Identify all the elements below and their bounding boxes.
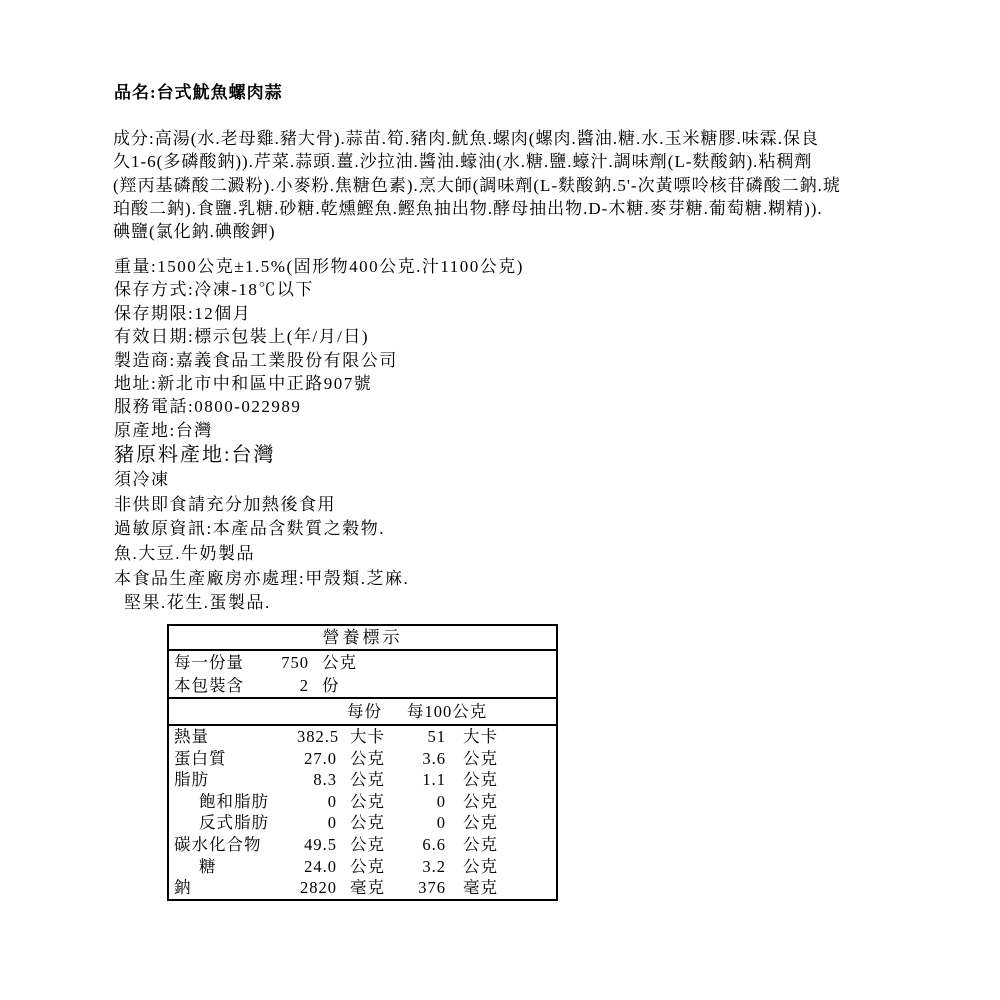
per-100g-unit: 公克 [463, 791, 498, 811]
expiry-date-line: 有效日期:標示包裝上(年/月/日) [114, 327, 369, 347]
servings-label: 本包裝含 [174, 676, 244, 695]
ingredients-paragraph [113, 127, 841, 243]
allergen-line-2: 魚.大豆.牛奶製品 [114, 543, 255, 563]
pork-origin-line: 豬原料產地:台灣 [114, 444, 276, 467]
per-serving-value: 49.5 [304, 834, 337, 854]
nutrient-name: 碳水化合物 [174, 834, 262, 854]
per-100g-value: 1.1 [422, 770, 446, 790]
servings-value: 2 [299, 676, 309, 695]
facility-line-1: 本食品生產廠房亦處理:甲殼類.芝麻. [114, 568, 410, 588]
facility-line-2: 堅果.花生.蛋製品. [124, 593, 271, 613]
per-serving-unit: 公克 [350, 856, 385, 876]
allergen-line-1: 過敏原資訊:本產品含麩質之穀物. [114, 519, 385, 539]
nutrition-row-fat [169, 769, 556, 791]
per-100g-unit: 公克 [463, 748, 498, 768]
nutrient-name: 鈉 [174, 878, 192, 898]
per-serving-unit: 公克 [350, 834, 385, 854]
per-100g-unit: 公克 [463, 770, 498, 790]
origin-line: 原產地:台灣 [114, 420, 213, 440]
nutrition-row-calories [169, 726, 556, 748]
nutrition-column-header-row [169, 697, 556, 726]
ingredients-line: (羥丙基磷酸二澱粉).小麥粉.焦糖色素).烹大師(調味劑(L-麩酸鈉.5'-次黃嘌呤核苷磷酸二鈉.琥 [113, 175, 841, 195]
per-100g-value: 51 [427, 727, 446, 746]
nutrient-name: 蛋白質 [174, 748, 227, 768]
per-serving-value: 27.0 [304, 748, 337, 768]
heating-notice-line: 非供即食請充分加熱後食用 [114, 494, 336, 514]
nutrition-row-carbohydrate [169, 834, 556, 856]
per-serving-value: 0 [327, 791, 337, 811]
servings-per-pack-row [169, 674, 556, 697]
shelf-life-line: 保存期限:12個月 [114, 303, 252, 323]
product-name: 品名:台式魷魚螺肉蒜 [114, 83, 283, 102]
per-100g-unit: 公克 [463, 813, 498, 833]
per-100g-value: 3.6 [422, 748, 446, 768]
per-serving-unit: 公克 [350, 748, 385, 768]
serving-size-unit: 公克 [322, 653, 357, 672]
per-100g-unit: 毫克 [463, 878, 498, 898]
per-100g-value: 6.6 [422, 834, 446, 854]
per-100g-unit: 公克 [463, 834, 498, 854]
keep-frozen-line: 須冷凍 [114, 470, 170, 490]
per-serving-value: 8.3 [313, 770, 337, 790]
per-100g-unit: 大卡 [463, 727, 498, 746]
address-line: 地址:新北市中和區中正路907號 [114, 373, 373, 393]
per-serving-value: 2820 [300, 878, 337, 898]
per-serving-unit: 公克 [350, 813, 385, 833]
nutrition-row-saturated-fat [169, 791, 556, 813]
product-details [114, 255, 524, 616]
serving-size-label: 每一份量 [174, 653, 244, 672]
per-100g-value: 0 [436, 813, 446, 833]
per-serving-value: 382.5 [297, 727, 340, 746]
nutrition-row-sodium [169, 877, 556, 899]
storage-method-line: 保存方式:冷凍-18℃以下 [114, 280, 314, 300]
manufacturer-line: 製造商:嘉義食品工業股份有限公司 [114, 350, 398, 370]
per-100g-unit: 公克 [463, 856, 498, 876]
per-100g-header: 每100公克 [407, 702, 488, 721]
per-serving-value: 0 [327, 813, 337, 833]
service-phone-line: 服務電話:0800-022989 [114, 397, 302, 417]
nutrient-name: 反式脂肪 [199, 813, 269, 833]
ingredients-line: 碘鹽(氯化鈉.碘酸鉀) [113, 222, 276, 242]
ingredients-line: 珀酸二鈉).食鹽.乳糖.砂糖.乾燻鰹魚.鰹魚抽出物.酵母抽出物.D-木糖.麥芽糖.葡萄糖.糊精)). [113, 198, 823, 218]
ingredients-line: 成分:高湯(水.老母雞.豬大骨).蒜苗.筍.豬肉.魷魚.螺肉(螺肉.醬油.糖.水.玉米糖膠.味霖.保良 [113, 129, 819, 148]
nutrient-name: 熱量 [174, 727, 209, 746]
servings-unit: 份 [322, 676, 340, 695]
per-serving-value: 24.0 [304, 856, 337, 876]
nutrition-row-trans-fat [169, 812, 556, 834]
per-serving-unit: 毫克 [350, 878, 385, 898]
weight-line: 重量:1500公克±1.5%(固形物400公克.汁1100公克) [114, 257, 524, 276]
per-serving-unit: 公克 [350, 791, 385, 811]
nutrient-name: 脂肪 [174, 770, 209, 790]
per-serving-unit: 公克 [350, 770, 385, 790]
serving-size-value: 750 [281, 653, 309, 672]
per-100g-value: 3.2 [422, 856, 446, 876]
per-100g-value: 376 [418, 878, 446, 898]
nutrition-row-sugar [169, 856, 556, 878]
per-100g-value: 0 [436, 791, 446, 811]
ingredients-line: 久1-6(多磷酸鈉)).芹菜.蒜頭.薑.沙拉油.醬油.蠔油(水.糖.鹽.蠔汁.調味劑(L-麩酸鈉).粘稠劑 [113, 152, 813, 172]
nutrition-table [167, 624, 558, 901]
nutrient-name: 糖 [199, 856, 217, 876]
per-serving-header: 每份 [347, 702, 382, 721]
nutrition-row-protein [169, 748, 556, 770]
serving-size-row [169, 651, 556, 674]
per-serving-unit: 大卡 [350, 727, 385, 746]
nutrition-table-title: 營養標示 [169, 626, 556, 651]
nutrient-name: 飽和脂肪 [199, 791, 269, 811]
